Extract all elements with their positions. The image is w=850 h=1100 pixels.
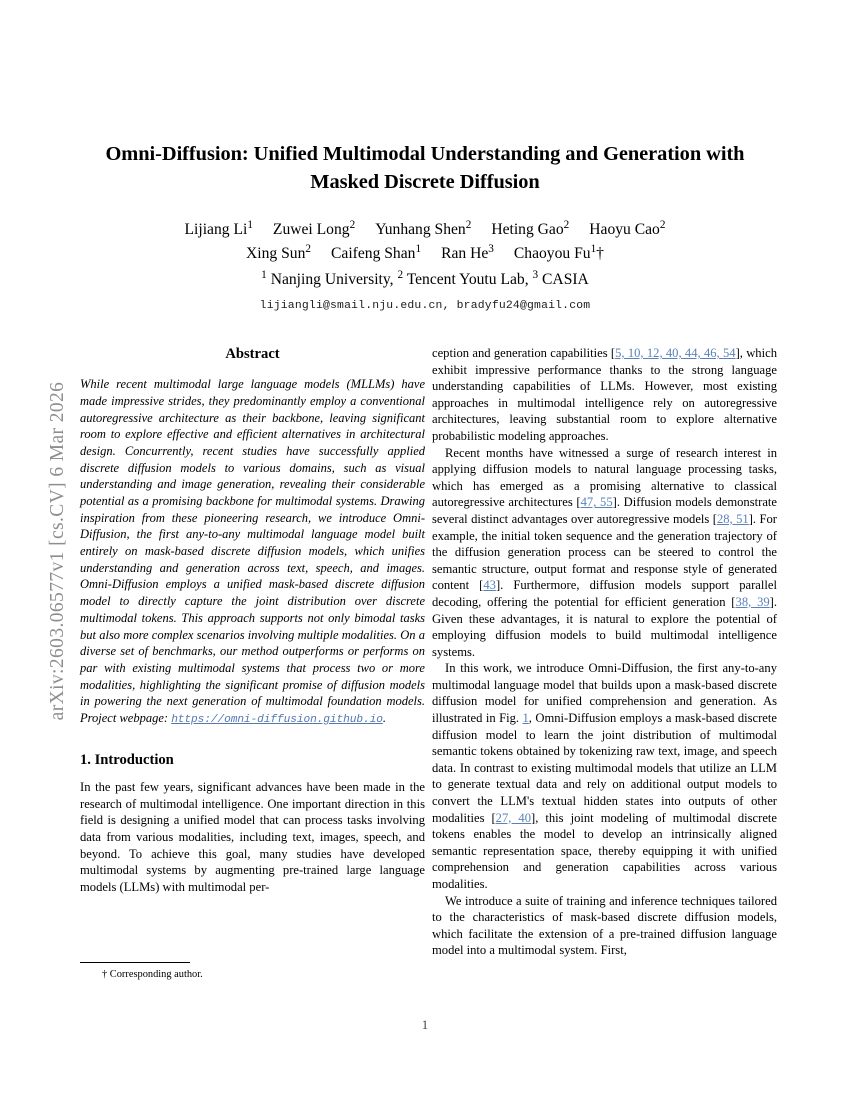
paragraph-text: ], this joint modeling of multimodal discrete tokens enables the model to develop an intrinsically aligned semantic representation space, thereby equipping it with unified comprehension and generation capabilities across various modalities.: [432, 810, 778, 891]
author-affil-marker: 1: [415, 242, 422, 255]
affiliation-marker: 1: [261, 269, 267, 282]
author-line-1: [78, 218, 772, 242]
author-name: Lijiang Li: [184, 221, 248, 238]
author-name: Heting Gao: [491, 221, 564, 238]
paragraph-text: ], which exhibit impressive performance thanks to the strong language understanding capabilities of LLMs. However, most existing approaches in multimodal intelligence rely on autoregressive architectures, leaving substantial room to explore alternative probabilistic modeling approaches.: [432, 346, 777, 443]
citation-link[interactable]: 27, 40: [495, 810, 532, 825]
author-affil-marker: 2: [305, 242, 311, 255]
affiliation-name: CASIA: [542, 271, 589, 289]
arxiv-stamp-text: arXiv:2603.06577v1 [cs.CV] 6 Mar 2026: [47, 381, 68, 721]
author-affil-marker: 2: [465, 218, 472, 231]
figure-reference-link[interactable]: 1: [522, 711, 529, 726]
author-affil-marker: 1: [247, 218, 253, 231]
paragraph-text: Recent months have witnessed a surge of research interest in applying diffusion models to natural language processing tasks, which has emerged as a promising alternative to classical autoregressive architectures [: [432, 445, 777, 510]
corresponding-author-marker: †: [596, 244, 604, 262]
citation-link[interactable]: 47, 55: [580, 495, 613, 510]
author-name: Chaoyou Fu: [513, 244, 591, 262]
title-block: [78, 140, 772, 196]
citation-link[interactable]: 38, 39: [735, 594, 770, 609]
page-number: 1: [421, 1018, 429, 1032]
right-paragraph-3: [432, 660, 777, 892]
paragraph-text: ]. Given these advantages, it is natural to explore the potential of employing diffusion models to build multimodal intelligence systems.: [432, 594, 778, 659]
citation-link[interactable]: 5, 10, 12, 40, 44, 46, 54: [615, 346, 736, 360]
author-emails[interactable]: lijiangli@smail.nju.edu.cn, bradyfu24@gmail.com: [259, 300, 591, 312]
affiliation-name: Tencent Youtu Lab,: [406, 271, 529, 289]
abstract-text: While recent multimodal large language models (MLLMs) have made impressive strides, they predominantly employ a conventional autoregressive architecture as their backbone, leaving significant room to explore effective and efficient alternatives in architectural design. Concurrently, recent studies have successfully applied discrete diffusion models to various domains, such as visual understanding and image generation, revealing their considerable potential as a promising backbone for multimodal systems. Drawing inspiration from these pioneering research, we introduce Omni-Diffusion, the first any-to-any multimodal language model built entirely on mask-based discrete diffusion models, which unifies understanding and generation across text, speech, and images. Omni-Diffusion employs a unified mask-based discrete diffusion model to directly capture the joint distribution over discrete multimodal tokens. This approach supports not only bimodal tasks but also more complex scenarios involving multiple modalities. On a diverse set of benchmarks, our method outperforms or performs on par with existing multimodal systems that process two or more modalities, highlighting the significant promise of diffusion models in powering the next generation of multimodal foundation models. Project webpage:: [80, 377, 425, 725]
project-webpage-link[interactable]: https://omni-diffusion.github.io: [171, 713, 383, 726]
paragraph-text: ]. For example, the initial token sequence and the generation trajectory of the diffusion generation process can be steered to control the semantic structure, output format and response style of generated content [: [432, 511, 777, 593]
author-name: Yunhang Shen: [375, 221, 466, 238]
left-column: [80, 345, 425, 895]
affiliations-line: [78, 265, 772, 295]
author-entry: [491, 218, 570, 238]
paragraph-text: , Omni-Diffusion employs a mask-based discrete diffusion model to learn the joint distribution of multimodal semantic tokens obtained by tokenizing raw text, image, and speech data. In contrast to existing multimodal models that utilize an LLM to generate textual data and rely on additional output models to convert the LLM's textual hidden states into outputs of other modalities [: [432, 711, 777, 825]
author-line-2: [78, 242, 772, 266]
author-name: Zuwei Long: [272, 221, 350, 238]
author-name: Haoyu Cao: [589, 221, 660, 238]
right-paragraph-2: [432, 445, 777, 661]
author-entry: [375, 218, 472, 238]
right-paragraph-4: We introduce a suite of training and inference techniques tailored to the characteristics of mask-based discrete diffusion models, which facilitate the extension of a pre-trained diffusion language model into a multimodal system. First,: [432, 893, 777, 958]
author-affil-marker: 2: [349, 218, 356, 231]
footnote-block: [80, 962, 425, 982]
paragraph-text: ception and generation capabilities [: [432, 346, 616, 360]
right-paragraph-1: [432, 345, 777, 445]
author-entry: [441, 242, 494, 262]
author-entry-corresponding: [513, 242, 604, 262]
footnote-corresponding-author: † Corresponding author.: [102, 969, 203, 980]
abstract-heading: Abstract: [225, 346, 280, 362]
author-entry: [331, 242, 422, 262]
footnote-rule: [80, 962, 190, 963]
author-entry: [272, 218, 356, 238]
author-entry: [246, 242, 311, 262]
author-name: Xing Sun: [246, 244, 306, 262]
author-affil-marker: 1: [590, 242, 597, 255]
author-entry: [184, 218, 253, 238]
paragraph-text: ]. Diffusion models demonstrate several distinct advantages over autoregressive models [: [432, 495, 777, 526]
author-affil-marker: 2: [659, 218, 666, 231]
citation-link[interactable]: 28, 51: [716, 511, 749, 526]
arxiv-stamp: [0, 0, 70, 1100]
page-title: Omni-Diffusion: Unified Multimodal Understanding and Generation with Masked Discrete Diffusion: [105, 143, 745, 194]
authors-block: [78, 218, 772, 312]
right-column: [432, 345, 777, 959]
citation-link[interactable]: 43: [483, 578, 496, 593]
paragraph-text: In this work, we introduce Omni-Diffusion, the first any-to-any multimodal language model that builds upon a mask-based discrete diffusion model for unified comprehension and generation. As illustrated in Fig.: [432, 661, 777, 726]
paragraph-text: ]. Furthermore, diffusion models support parallel decoding, offering the potential for efficient generation [: [432, 578, 777, 609]
section-heading-introduction: 1. Introduction: [80, 751, 174, 768]
affiliation-name: Nanjing University,: [270, 271, 394, 289]
author-affil-marker: 2: [563, 218, 570, 231]
author-name: Ran He: [441, 244, 489, 262]
abstract-body: [80, 376, 425, 728]
abstract-text-tail: .: [382, 710, 386, 725]
author-affil-marker: 3: [488, 242, 494, 255]
affiliation-marker: 2: [397, 269, 404, 282]
intro-paragraph-1: In the past few years, significant advances have been made in the research of multimodal intelligence. One important direction in this field is designing a unified model that can process tasks involving data from various modalities, including text, images, speech, and beyond. To achieve this goal, many studies have developed multimodal systems by augmenting pre-trained large language models (LLMs) with multimodal per-: [80, 780, 425, 894]
affiliation-marker: 3: [532, 269, 539, 282]
author-entry: [589, 218, 666, 238]
author-name: Caifeng Shan: [331, 244, 416, 262]
